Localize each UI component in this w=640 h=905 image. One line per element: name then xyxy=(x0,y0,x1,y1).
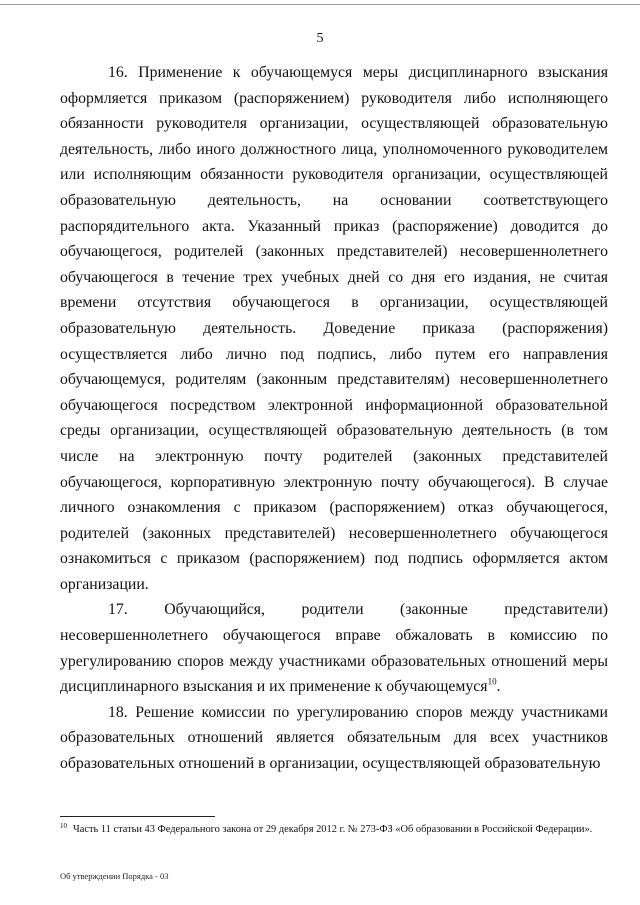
paragraph-17-tail: . xyxy=(496,678,501,696)
paragraph-16-text: 16. Применение к обучающемуся меры дисциплинарного взыскания оформляется приказом (распоряжением) руководителя либо исполняющего обязанности руководителя организации, осуществляющей образовательную деятельность, либо иного должностного лица, уполномоченного руководителем или исполняющим обязанности руководителя организации, осуществляющей образовательную деятельность, на основании соответствующего распорядительного акта. Указанный приказ (распоряжение) доводится до обучающегося, родителей (законных представителей) несовершеннолетнего обучающегося в течение трех учебных дней со дня его издания, не считая времени отсутствия обучающегося в организации, осуществляющей образовательную деятельность. Доведение приказа (распоряжения) осуществляется либо лично под подпись, либо путем его направления обучающемуся, родителям (законным представителям) несовершеннолетнего обучающегося посредством электронной информационной образовательной среды организации, осуществляющей образовательную деятельность (в том числе на электронную почту родителей (законных представителей обучающегося, корпоративную электронную почту обучающегося). В случае личного ознакомления с приказом (распоряжением) отказ обучающегося, родителей (законных представителей) несовершеннолетнего обучающегося ознакомиться с приказом (распоряжением) под подпись оформляется актом организации. xyxy=(60,64,608,593)
paragraph-16 xyxy=(60,60,608,597)
footnote-marker: 10 xyxy=(60,821,67,830)
document-footer-label: Об утверждении Порядка - 03 xyxy=(60,871,169,881)
paragraph-18 xyxy=(60,700,608,777)
footnote xyxy=(60,822,608,837)
paragraph-18-text: 18. Решение комиссии по урегулированию споров между участниками образовательных отношений является обязательным для всех участников образовательных отношений в организации, осуществляющей образовательную xyxy=(60,703,608,773)
document-body xyxy=(60,60,608,777)
footnote-text: Часть 11 статьи 43 Федерального закона от 29 декабря 2012 г. № 273-ФЗ «Об образовании в Российской Федерации». xyxy=(73,824,593,835)
paragraph-17 xyxy=(60,597,608,699)
footnote-separator xyxy=(60,816,215,817)
top-border-line xyxy=(0,4,640,5)
footnote-reference[interactable]: 10 xyxy=(487,676,497,687)
page-number: 5 xyxy=(316,31,324,46)
paragraph-17-text: 17. Обучающийся, родители (законные представители) несовершеннолетнего обучающегося вправе обжаловать в комиссию по урегулированию споров между участниками образовательных отношений меры дисциплинарного взыскания и их применение к обучающемуся xyxy=(60,601,608,696)
